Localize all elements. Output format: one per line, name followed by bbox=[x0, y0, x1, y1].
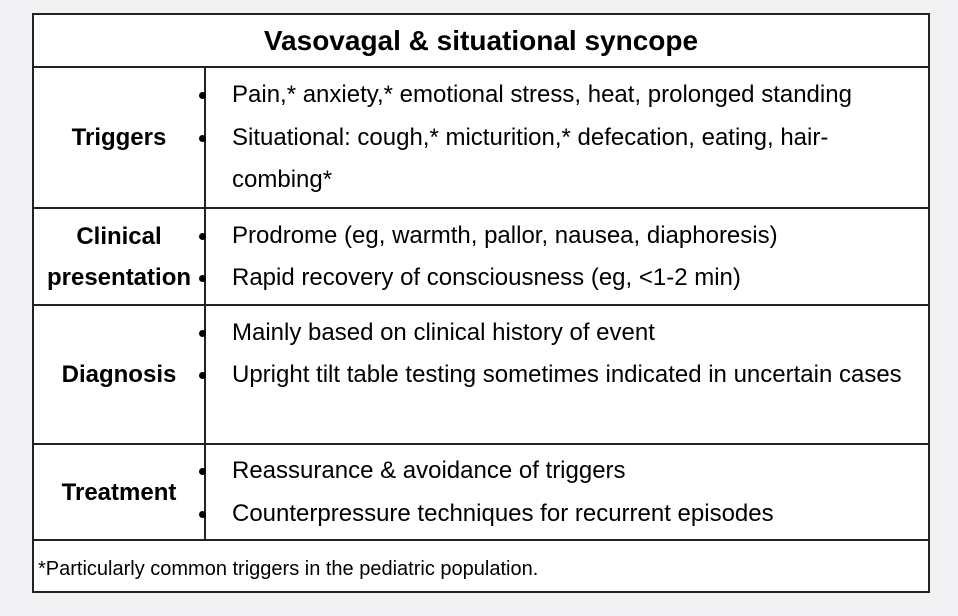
list-item bbox=[232, 354, 920, 396]
item-text: Rapid recovery of consciousness (eg, <1-2 min) bbox=[232, 264, 741, 291]
row-label-treatment: Treatment bbox=[34, 445, 206, 539]
row-label-triggers: Triggers bbox=[34, 68, 206, 207]
bullet-icon bbox=[199, 372, 206, 379]
row-diagnosis bbox=[34, 306, 928, 445]
list-item bbox=[232, 74, 920, 116]
footnote: *Particularly common triggers in the pediatric population. bbox=[38, 558, 539, 580]
item-text: Prodrome (eg, warmth, pallor, nausea, diaphoresis) bbox=[232, 222, 778, 249]
bullet-icon bbox=[199, 92, 206, 99]
list-item bbox=[232, 493, 920, 535]
item-text: Upright tilt table testing sometimes indicated in uncertain cases bbox=[232, 361, 902, 388]
bullet-icon bbox=[199, 275, 206, 282]
table-title: Vasovagal & situational syncope bbox=[34, 15, 928, 68]
item-text: Reassurance & avoidance of triggers bbox=[232, 457, 626, 484]
syncope-table bbox=[32, 13, 930, 593]
row-triggers bbox=[34, 68, 928, 209]
bullet-icon bbox=[199, 468, 206, 475]
item-text: Situational: cough,* micturition,* defecation, eating, hair-combing* bbox=[232, 124, 829, 193]
bullet-icon bbox=[199, 330, 206, 337]
item-text: Pain,* anxiety,* emotional stress, heat, prolonged standing bbox=[232, 81, 852, 108]
bullet-icon bbox=[199, 511, 206, 518]
item-text: Mainly based on clinical history of event bbox=[232, 319, 655, 346]
row-items-treatment bbox=[206, 445, 928, 539]
bullet-icon bbox=[199, 233, 206, 240]
row-items-triggers bbox=[206, 68, 928, 207]
row-clinical-presentation bbox=[34, 209, 928, 306]
list-item bbox=[232, 215, 920, 257]
row-label-clinical-presentation: Clinical presentation bbox=[34, 209, 206, 304]
item-text: Counterpressure techniques for recurrent episodes bbox=[232, 500, 774, 527]
row-items-diagnosis bbox=[206, 306, 928, 443]
list-item bbox=[232, 450, 920, 492]
row-items-clinical-presentation bbox=[206, 209, 928, 304]
row-treatment bbox=[34, 445, 928, 541]
list-item bbox=[232, 257, 920, 299]
list-item bbox=[232, 312, 920, 354]
list-item bbox=[232, 117, 920, 201]
row-label-diagnosis: Diagnosis bbox=[34, 306, 206, 443]
bullet-icon bbox=[199, 135, 206, 142]
